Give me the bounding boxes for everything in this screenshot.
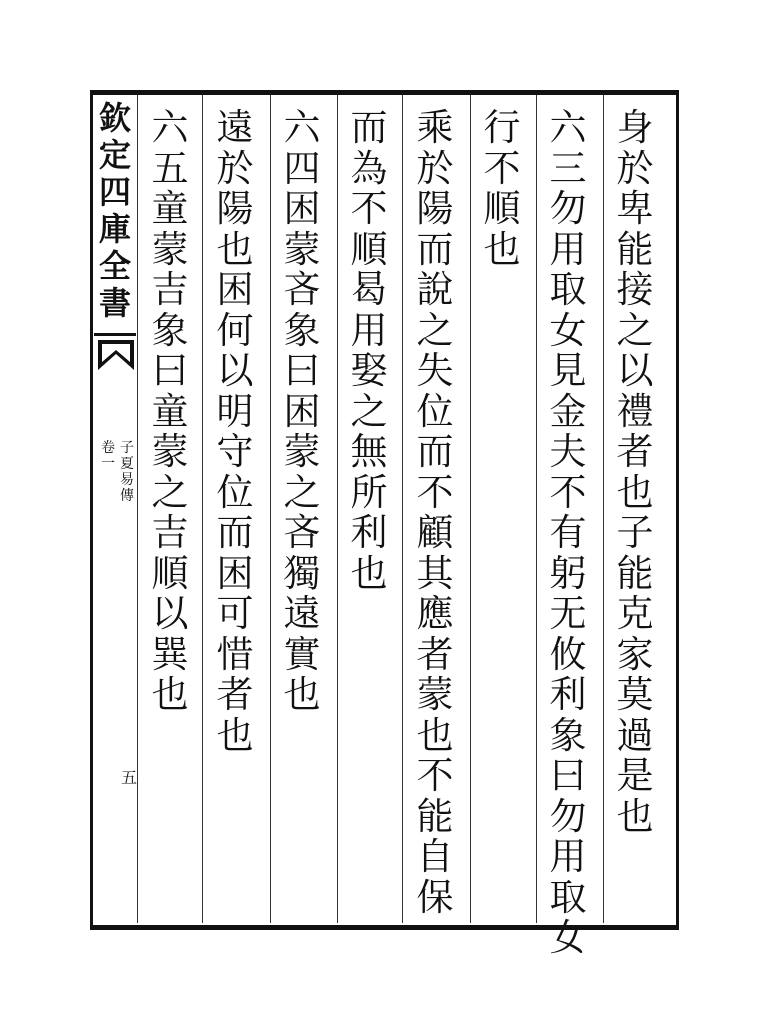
glyph: 遠 xyxy=(216,106,254,149)
glyph: 六 xyxy=(151,106,189,149)
glyph: 克 xyxy=(616,592,654,635)
glyph: 順 xyxy=(483,187,521,230)
glyph: 用 xyxy=(549,227,587,271)
glyph: 之 xyxy=(416,308,454,352)
glyph: 見 xyxy=(549,349,587,392)
glyph: 為 xyxy=(350,146,388,190)
glyph: 明 xyxy=(216,389,254,433)
glyph: 以 xyxy=(151,592,189,635)
glyph: 身 xyxy=(616,106,654,149)
margin-divider xyxy=(94,333,136,336)
column-rule xyxy=(270,95,271,923)
glyph: 吝 xyxy=(283,268,321,311)
glyph: 無 xyxy=(350,430,388,473)
glyph: 於 xyxy=(216,146,254,190)
glyph: 也 xyxy=(483,227,521,271)
glyph: 家 xyxy=(616,632,654,676)
text-column xyxy=(610,108,660,918)
glyph: 惜 xyxy=(216,632,254,676)
glyph: 所 xyxy=(350,470,388,514)
glyph: 攸 xyxy=(549,632,587,676)
text-column xyxy=(277,108,327,918)
glyph: 用 xyxy=(350,308,388,352)
glyph: 六 xyxy=(549,106,587,149)
glyph: 也 xyxy=(283,673,321,716)
glyph: 位 xyxy=(216,470,254,514)
column-rule xyxy=(137,95,138,923)
glyph: 卑 xyxy=(616,187,654,230)
glyph: 於 xyxy=(616,146,654,190)
glyph: 陽 xyxy=(416,187,454,230)
glyph: 全 xyxy=(98,247,131,285)
glyph: 四 xyxy=(283,146,321,190)
glyph: 巽 xyxy=(151,632,189,676)
glyph: 於 xyxy=(416,146,454,190)
glyph: 也 xyxy=(350,551,388,595)
glyph: 應 xyxy=(416,592,454,635)
glyph: 用 xyxy=(549,835,587,878)
glyph: 順 xyxy=(151,551,189,595)
glyph: 不 xyxy=(416,470,454,514)
glyph: 女 xyxy=(549,308,587,352)
column-rule xyxy=(337,95,338,923)
glyph: 蒙 xyxy=(151,430,189,473)
glyph: 不 xyxy=(350,187,388,230)
glyph: 曰 xyxy=(151,349,189,392)
glyph: 也 xyxy=(151,673,189,716)
glyph: 乘 xyxy=(416,106,454,149)
glyph: 行 xyxy=(483,106,521,149)
fish-tail-mark xyxy=(98,340,134,370)
glyph: 失 xyxy=(416,349,454,392)
glyph: 陽 xyxy=(216,187,254,230)
glyph: 子 xyxy=(120,440,134,456)
glyph: 說 xyxy=(416,268,454,311)
glyph: 曷 xyxy=(350,268,388,311)
glyph: 困 xyxy=(216,551,254,595)
glyph: 不 xyxy=(549,470,587,514)
glyph: 吉 xyxy=(151,268,189,311)
glyph: 五 xyxy=(120,768,137,787)
glyph: 遠 xyxy=(283,592,321,635)
glyph: 吝 xyxy=(283,511,321,554)
glyph: 三 xyxy=(549,146,587,190)
glyph: 以 xyxy=(216,349,254,392)
glyph: 夏 xyxy=(120,456,134,472)
column-rule xyxy=(536,95,537,923)
glyph: 有 xyxy=(549,511,587,554)
glyph: 其 xyxy=(416,551,454,595)
glyph: 勿 xyxy=(549,794,587,838)
glyph: 取 xyxy=(549,875,587,919)
glyph: 而 xyxy=(216,511,254,554)
glyph: 象 xyxy=(549,713,587,757)
glyph: 順 xyxy=(350,227,388,271)
glyph: 利 xyxy=(350,511,388,554)
glyph: 取 xyxy=(549,268,587,311)
glyph: 五 xyxy=(151,146,189,190)
glyph: 之 xyxy=(350,389,388,433)
glyph: 一 xyxy=(101,456,115,472)
glyph: 能 xyxy=(416,794,454,838)
library-title xyxy=(95,100,135,322)
glyph: 者 xyxy=(616,430,654,473)
glyph: 勿 xyxy=(549,187,587,230)
glyph: 位 xyxy=(416,389,454,433)
glyph: 蒙 xyxy=(283,227,321,271)
glyph: 曰 xyxy=(549,754,587,797)
glyph: 而 xyxy=(416,227,454,271)
glyph: 能 xyxy=(616,551,654,595)
glyph: 童 xyxy=(151,187,189,230)
glyph: 也 xyxy=(416,713,454,757)
glyph: 過 xyxy=(616,713,654,757)
glyph: 夫 xyxy=(549,430,587,473)
page-number xyxy=(120,770,138,786)
glyph: 也 xyxy=(616,794,654,838)
glyph: 童 xyxy=(151,389,189,433)
glyph: 不 xyxy=(483,146,521,190)
glyph: 之 xyxy=(151,470,189,514)
glyph: 困 xyxy=(283,389,321,433)
glyph: 庫 xyxy=(98,210,131,248)
glyph: 者 xyxy=(216,673,254,716)
glyph: 吉 xyxy=(151,511,189,554)
glyph: 保 xyxy=(416,875,454,919)
glyph: 而 xyxy=(350,106,388,149)
text-column xyxy=(543,106,593,959)
glyph: 蒙 xyxy=(151,227,189,271)
glyph: 是 xyxy=(616,754,654,797)
glyph: 不 xyxy=(416,754,454,797)
glyph: 欽 xyxy=(98,99,131,137)
glyph: 躬 xyxy=(549,551,587,595)
glyph: 顧 xyxy=(416,511,454,554)
glyph: 象 xyxy=(151,308,189,352)
text-column xyxy=(210,108,260,918)
glyph: 也 xyxy=(616,470,654,514)
glyph: 娶 xyxy=(350,349,388,392)
glyph: 傳 xyxy=(120,488,134,504)
column-rule xyxy=(402,95,403,923)
glyph: 六 xyxy=(283,106,321,149)
glyph: 也 xyxy=(216,227,254,271)
glyph: 曰 xyxy=(283,349,321,392)
glyph: 實 xyxy=(283,632,321,676)
glyph: 无 xyxy=(549,592,587,635)
glyph: 莫 xyxy=(616,673,654,716)
glyph: 困 xyxy=(283,187,321,230)
glyph: 困 xyxy=(216,268,254,311)
glyph: 金 xyxy=(549,389,587,433)
column-rule xyxy=(202,95,203,923)
glyph: 禮 xyxy=(616,389,654,433)
glyph: 以 xyxy=(616,349,654,392)
glyph: 而 xyxy=(416,430,454,473)
glyph: 利 xyxy=(549,673,587,716)
glyph: 蒙 xyxy=(283,430,321,473)
glyph: 定 xyxy=(98,136,131,174)
glyph: 象 xyxy=(283,308,321,352)
glyph: 易 xyxy=(120,472,134,488)
glyph: 接 xyxy=(616,268,654,311)
glyph: 獨 xyxy=(283,551,321,595)
text-column xyxy=(145,108,195,918)
book-name xyxy=(118,440,136,504)
glyph: 子 xyxy=(616,511,654,554)
text-column xyxy=(344,108,394,918)
glyph: 蒙 xyxy=(416,673,454,716)
glyph: 書 xyxy=(98,284,131,322)
glyph: 自 xyxy=(416,835,454,878)
column-rule xyxy=(470,95,471,923)
glyph: 之 xyxy=(283,470,321,514)
column-rule xyxy=(603,95,604,923)
volume-label xyxy=(99,440,117,472)
glyph: 女 xyxy=(549,916,587,959)
text-column xyxy=(410,108,460,918)
glyph: 何 xyxy=(216,308,254,352)
glyph: 也 xyxy=(216,713,254,757)
glyph: 守 xyxy=(216,430,254,473)
glyph: 者 xyxy=(416,632,454,676)
glyph: 卷 xyxy=(101,440,115,456)
text-column xyxy=(477,108,527,918)
glyph: 可 xyxy=(216,592,254,635)
glyph: 四 xyxy=(98,173,131,211)
glyph: 能 xyxy=(616,227,654,271)
glyph: 之 xyxy=(616,308,654,352)
